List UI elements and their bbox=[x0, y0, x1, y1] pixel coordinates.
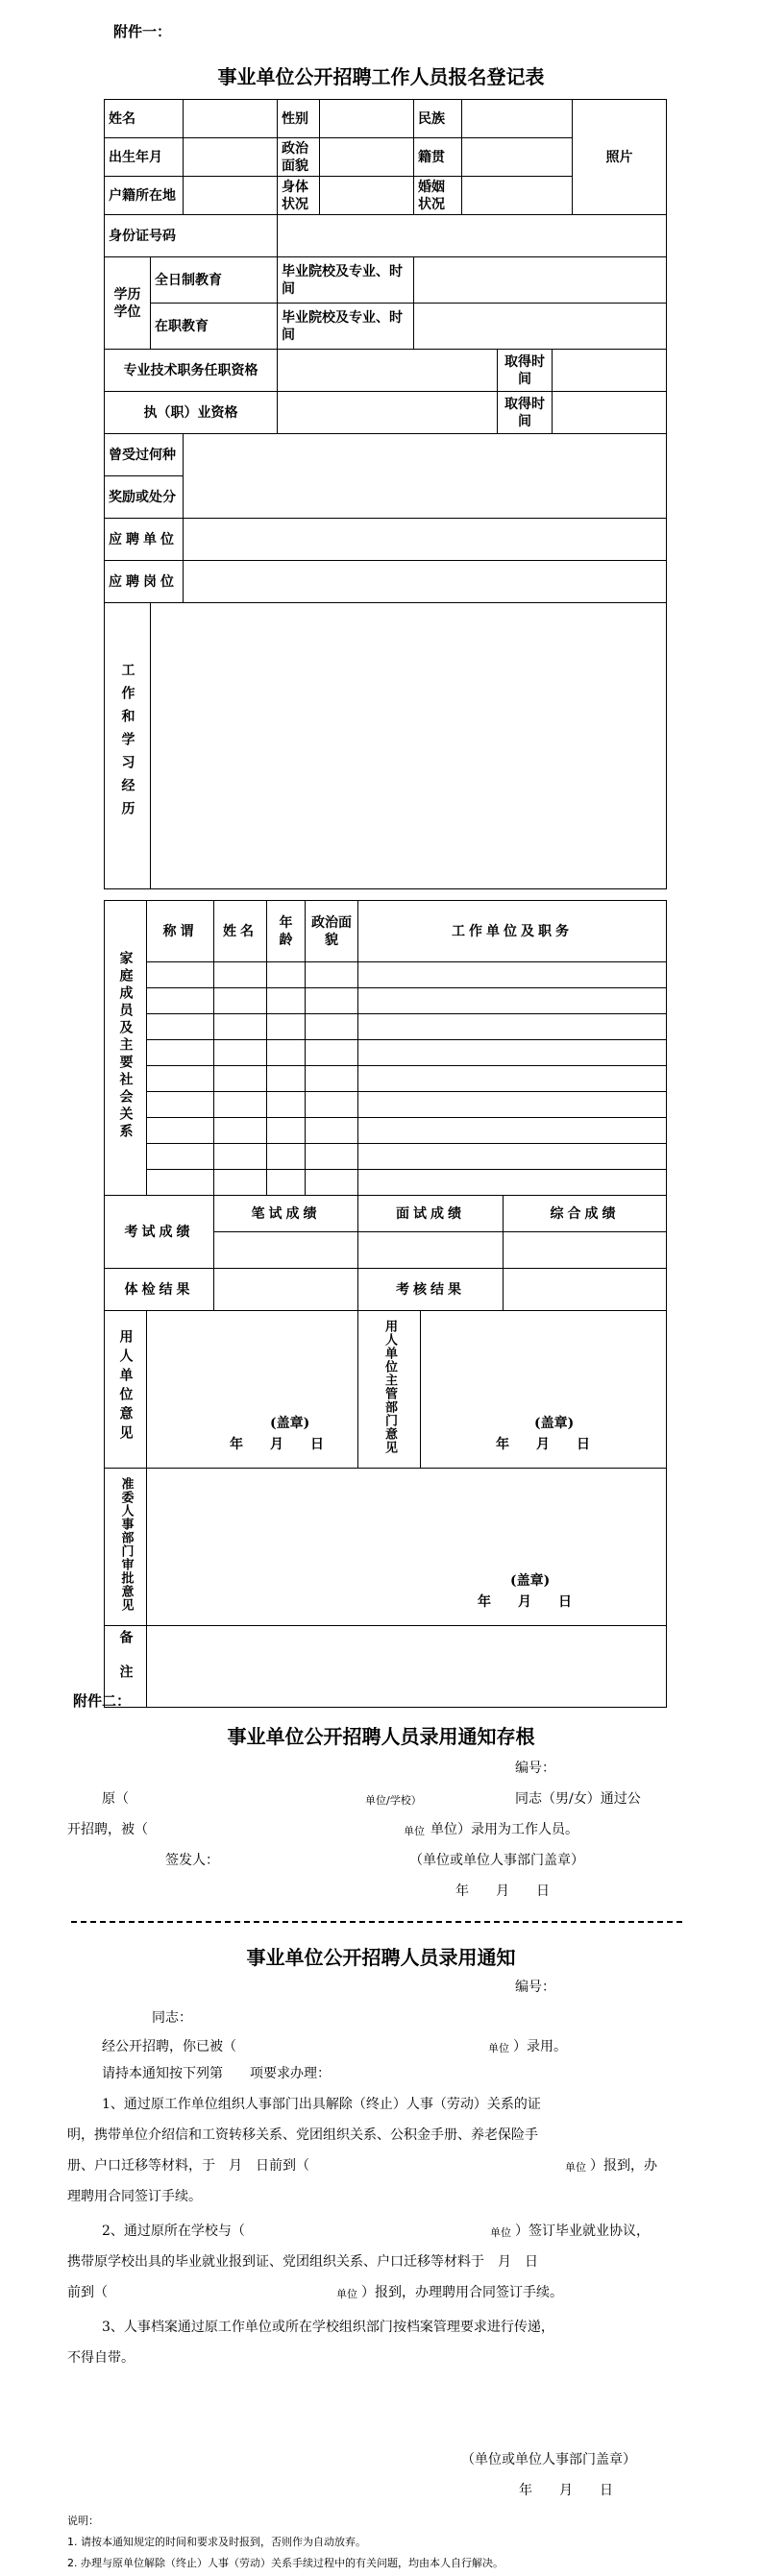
stub-line1-b: 单位/学校） bbox=[365, 1794, 422, 1807]
field-id-number[interactable] bbox=[278, 215, 667, 257]
photo-box[interactable]: 照片 bbox=[573, 100, 667, 215]
family-cell[interactable] bbox=[147, 1170, 214, 1196]
label-tech-title: 专业技术职务任职资格 bbox=[105, 350, 278, 392]
family-cell[interactable] bbox=[214, 1118, 267, 1144]
employer-seal: (盖章) bbox=[270, 1416, 310, 1431]
col-name: 姓名 bbox=[214, 901, 267, 962]
field-license[interactable] bbox=[278, 392, 498, 434]
family-cell[interactable] bbox=[214, 1092, 267, 1118]
item2-l1-c: ）签订毕业就业协议， bbox=[515, 2224, 650, 2239]
item2-l1-a: 2、通过原所在学校与（ bbox=[102, 2224, 245, 2239]
label-remarks: 备注 bbox=[117, 1629, 134, 1699]
label-approver-opinion: 准委人事部门审批意见 bbox=[118, 1477, 134, 1612]
field-resume[interactable] bbox=[151, 603, 667, 889]
annex2-label: 附件二： bbox=[73, 1692, 132, 1710]
note-label: 说明： bbox=[67, 2515, 99, 2527]
family-cell[interactable] bbox=[358, 1170, 667, 1196]
field-marital[interactable] bbox=[462, 177, 573, 215]
label-awards-1: 曾受过何种 bbox=[105, 434, 184, 476]
family-cell[interactable] bbox=[147, 988, 214, 1014]
label-marital: 婚姻状况 bbox=[414, 177, 462, 215]
stub-number-label: 编号： bbox=[515, 1761, 555, 1776]
family-cell[interactable] bbox=[214, 962, 267, 988]
family-cell[interactable] bbox=[358, 1066, 667, 1092]
family-cell[interactable] bbox=[306, 1014, 358, 1040]
family-cell[interactable] bbox=[147, 962, 214, 988]
field-political[interactable] bbox=[320, 138, 414, 177]
field-obtained-time-1[interactable] bbox=[553, 350, 667, 392]
label-inservice: 在职教育 bbox=[151, 304, 278, 350]
family-cell[interactable] bbox=[358, 1092, 667, 1118]
field-grad-school-2[interactable] bbox=[414, 304, 667, 350]
family-cell[interactable] bbox=[267, 1092, 306, 1118]
label-health: 身体状况 bbox=[278, 177, 320, 215]
stub-signer: 签发人： bbox=[165, 1853, 219, 1868]
label-exam-result: 考试成绩 bbox=[105, 1196, 214, 1269]
label-political: 政治面貌 bbox=[278, 138, 320, 177]
family-cell[interactable] bbox=[214, 1014, 267, 1040]
family-cell[interactable] bbox=[147, 1118, 214, 1144]
family-cell[interactable] bbox=[147, 1014, 214, 1040]
label-interview: 面试成绩 bbox=[358, 1196, 504, 1232]
family-cell[interactable] bbox=[306, 1170, 358, 1196]
label-id-number: 身份证号码 bbox=[105, 215, 278, 257]
item2-l3-a: 前到（ bbox=[67, 2285, 108, 2300]
employer-date: 年 月 日 bbox=[230, 1437, 324, 1452]
notice-p2: 请持本通知按下列第 项要求办理： bbox=[102, 2066, 331, 2081]
family-cell[interactable] bbox=[358, 1014, 667, 1040]
family-cell[interactable] bbox=[147, 1066, 214, 1092]
stub-seal-unit: （单位或单位人事部门盖章） bbox=[409, 1853, 584, 1868]
family-cell[interactable] bbox=[306, 1040, 358, 1066]
label-dept-cell bbox=[358, 1311, 421, 1469]
family-cell[interactable] bbox=[147, 1040, 214, 1066]
col-work-unit: 工作单位及职务 bbox=[358, 901, 667, 962]
notice-comrade: 同志： bbox=[152, 2010, 192, 2026]
field-tech-title[interactable] bbox=[278, 350, 498, 392]
family-cell[interactable] bbox=[147, 1144, 214, 1170]
stub-line1-a: 原（ bbox=[102, 1791, 129, 1807]
family-cell[interactable] bbox=[358, 1118, 667, 1144]
field-obtained-time-2[interactable] bbox=[553, 392, 667, 434]
note-2: 2. 办理与原单位解除（终止）人事（劳动）关系手续过程中的有关问题，均由本人自行解决。 bbox=[67, 2557, 504, 2569]
dept-seal: (盖章) bbox=[534, 1416, 575, 1431]
label-physical: 体检结果 bbox=[105, 1269, 214, 1311]
field-physical[interactable] bbox=[214, 1269, 358, 1311]
family-cell[interactable] bbox=[267, 1040, 306, 1066]
family-cell[interactable] bbox=[306, 1118, 358, 1144]
item2-l1-b: 单位 bbox=[490, 2226, 511, 2239]
label-fulltime: 全日制教育 bbox=[151, 257, 278, 304]
family-cell[interactable] bbox=[267, 1118, 306, 1144]
field-interview[interactable] bbox=[358, 1232, 504, 1269]
field-apply-post[interactable] bbox=[184, 561, 667, 603]
label-obtained-time-1: 取得时间 bbox=[498, 350, 553, 392]
label-obtained-time-2: 取得时间 bbox=[498, 392, 553, 434]
item3-l2: 不得自带。 bbox=[67, 2350, 135, 2366]
field-gender[interactable] bbox=[320, 100, 414, 138]
dept-date: 年 月 日 bbox=[496, 1437, 590, 1452]
family-cell[interactable] bbox=[147, 1092, 214, 1118]
field-dept-opinion[interactable] bbox=[421, 1311, 667, 1469]
item1-l3-b: 单位 bbox=[565, 2161, 586, 2174]
family-cell[interactable] bbox=[306, 988, 358, 1014]
item2-l3-b: 单位 bbox=[336, 2288, 357, 2300]
field-health[interactable] bbox=[320, 177, 414, 215]
label-dept-opinion: 用人单位主管部门意见 bbox=[382, 1320, 397, 1454]
label-grad-school-1: 毕业院校及专业、时间 bbox=[278, 257, 414, 304]
stub-line2-b: 单位）录用为工作人员。 bbox=[430, 1822, 578, 1837]
label-written: 笔试成绩 bbox=[214, 1196, 358, 1232]
notice-p1-b: 单位 bbox=[488, 2042, 509, 2054]
family-cell[interactable] bbox=[358, 988, 667, 1014]
label-birth: 出生年月 bbox=[105, 138, 184, 177]
notice-seal-unit: （单位或单位人事部门盖章） bbox=[461, 2452, 636, 2467]
family-results-table bbox=[104, 900, 667, 1708]
field-overall[interactable] bbox=[504, 1232, 667, 1269]
label-apply-post: 应聘岗位 bbox=[105, 561, 184, 603]
family-cell[interactable] bbox=[306, 1092, 358, 1118]
label-license: 执（职）业资格 bbox=[105, 392, 278, 434]
stub-date: 年 月 日 bbox=[455, 1883, 550, 1899]
family-cell[interactable] bbox=[267, 988, 306, 1014]
family-cell[interactable] bbox=[358, 1144, 667, 1170]
family-cell[interactable] bbox=[358, 962, 667, 988]
label-grad-school-2: 毕业院校及专业、时间 bbox=[278, 304, 414, 350]
stub-line1-c: 同志（男/女）通过公 bbox=[515, 1791, 641, 1807]
label-approver-cell bbox=[105, 1469, 147, 1626]
field-hukou[interactable] bbox=[184, 177, 278, 215]
stub-title: 事业单位公开招聘人员录用通知存根 bbox=[227, 1725, 535, 1748]
family-cell[interactable] bbox=[214, 1170, 267, 1196]
item1-l3-c: ）报到，办 bbox=[590, 2158, 657, 2174]
approver-date: 年 月 日 bbox=[478, 1594, 572, 1610]
family-cell[interactable] bbox=[214, 1144, 267, 1170]
family-cell[interactable] bbox=[267, 1014, 306, 1040]
field-name[interactable] bbox=[184, 100, 278, 138]
label-family: 家庭成员及主要社会关系 bbox=[117, 950, 134, 1141]
family-cell[interactable] bbox=[267, 962, 306, 988]
notice-date: 年 月 日 bbox=[519, 2483, 613, 2498]
item1-l2: 明，携带单位介绍信和工资转移关系、党团组织关系、公积金手册、养老保险手 bbox=[67, 2127, 538, 2143]
label-employer-cell bbox=[105, 1311, 147, 1469]
field-apply-unit[interactable] bbox=[184, 519, 667, 561]
label-hukou: 户籍所在地 bbox=[105, 177, 184, 215]
notice-p1-a: 经公开招聘，你已被（ bbox=[102, 2039, 236, 2054]
label-resume: 工作和学习经历 bbox=[119, 663, 135, 824]
family-cell[interactable] bbox=[306, 1144, 358, 1170]
family-cell[interactable] bbox=[358, 1040, 667, 1066]
family-cell[interactable] bbox=[214, 1066, 267, 1092]
label-resume-cell bbox=[105, 603, 151, 889]
col-age: 年龄 bbox=[267, 901, 306, 962]
item3-l1: 3、人事档案通过原工作单位或所在学校组织部门按档案管理要求进行传递， bbox=[102, 2320, 554, 2335]
field-approver-opinion[interactable] bbox=[147, 1469, 667, 1626]
notice-p1-c: ）录用。 bbox=[513, 2039, 567, 2054]
annex1-label: 附件一： bbox=[113, 23, 172, 40]
label-overall: 综合成绩 bbox=[504, 1196, 667, 1232]
field-grad-school-1[interactable] bbox=[414, 257, 667, 304]
label-employer-opinion: 用人单位意见 bbox=[117, 1329, 134, 1445]
field-written[interactable] bbox=[214, 1232, 358, 1269]
label-awards-2: 奖励或处分 bbox=[105, 476, 184, 519]
col-relation: 称谓 bbox=[147, 901, 214, 962]
label-ethnicity: 民族 bbox=[414, 100, 462, 138]
label-edu-group: 学历学位 bbox=[105, 257, 151, 350]
item1-l4: 理聘用合同签订手续。 bbox=[67, 2189, 202, 2204]
family-cell[interactable] bbox=[214, 988, 267, 1014]
family-cell[interactable] bbox=[306, 962, 358, 988]
field-ethnicity[interactable] bbox=[462, 100, 573, 138]
family-cell[interactable] bbox=[267, 1170, 306, 1196]
family-cell[interactable] bbox=[214, 1040, 267, 1066]
family-cell[interactable] bbox=[267, 1066, 306, 1092]
field-assessment[interactable] bbox=[504, 1269, 667, 1311]
field-native-place[interactable] bbox=[462, 138, 573, 177]
item2-l3-c: ）报到，办理聘用合同签订手续。 bbox=[361, 2285, 563, 2300]
label-assessment: 考核结果 bbox=[358, 1269, 504, 1311]
item1-l1: 1、通过原工作单位组织人事部门出具解除（终止）人事（劳动）关系的证 bbox=[102, 2097, 541, 2112]
item2-l2: 携带原学校出具的毕业就业报到证、党团组织关系、户口迁移等材料于 月 日 bbox=[67, 2254, 538, 2270]
col-political: 政治面貌 bbox=[306, 901, 358, 962]
form-title: 事业单位公开招聘工作人员报名登记表 bbox=[217, 65, 545, 88]
label-name: 姓名 bbox=[105, 100, 184, 138]
field-birth[interactable] bbox=[184, 138, 278, 177]
label-family-cell bbox=[105, 901, 147, 1196]
note-1: 1. 请按本通知规定的时间和要求及时报到，否则作为自动放弃。 bbox=[67, 2536, 366, 2548]
stub-line2-a: 开招聘，被（ bbox=[67, 1822, 148, 1837]
notice-number-label: 编号： bbox=[515, 1980, 555, 1995]
notice-title: 事业单位公开招聘人员录用通知 bbox=[246, 1946, 516, 1969]
label-gender: 性别 bbox=[278, 100, 320, 138]
approver-seal: (盖章) bbox=[510, 1573, 551, 1589]
stub-line2-b-unit: 单位 bbox=[404, 1825, 425, 1837]
item1-l3-a: 册、户口迁移等材料，于 月 日前到（ bbox=[67, 2158, 309, 2174]
basic-info-table bbox=[104, 99, 667, 889]
field-awards[interactable] bbox=[184, 434, 667, 519]
cut-line bbox=[71, 1921, 682, 1923]
label-native-place: 籍贯 bbox=[414, 138, 462, 177]
field-remarks[interactable] bbox=[147, 1626, 667, 1708]
label-apply-unit: 应聘单位 bbox=[105, 519, 184, 561]
field-employer-opinion[interactable] bbox=[147, 1311, 358, 1469]
family-cell[interactable] bbox=[267, 1144, 306, 1170]
family-cell[interactable] bbox=[306, 1066, 358, 1092]
